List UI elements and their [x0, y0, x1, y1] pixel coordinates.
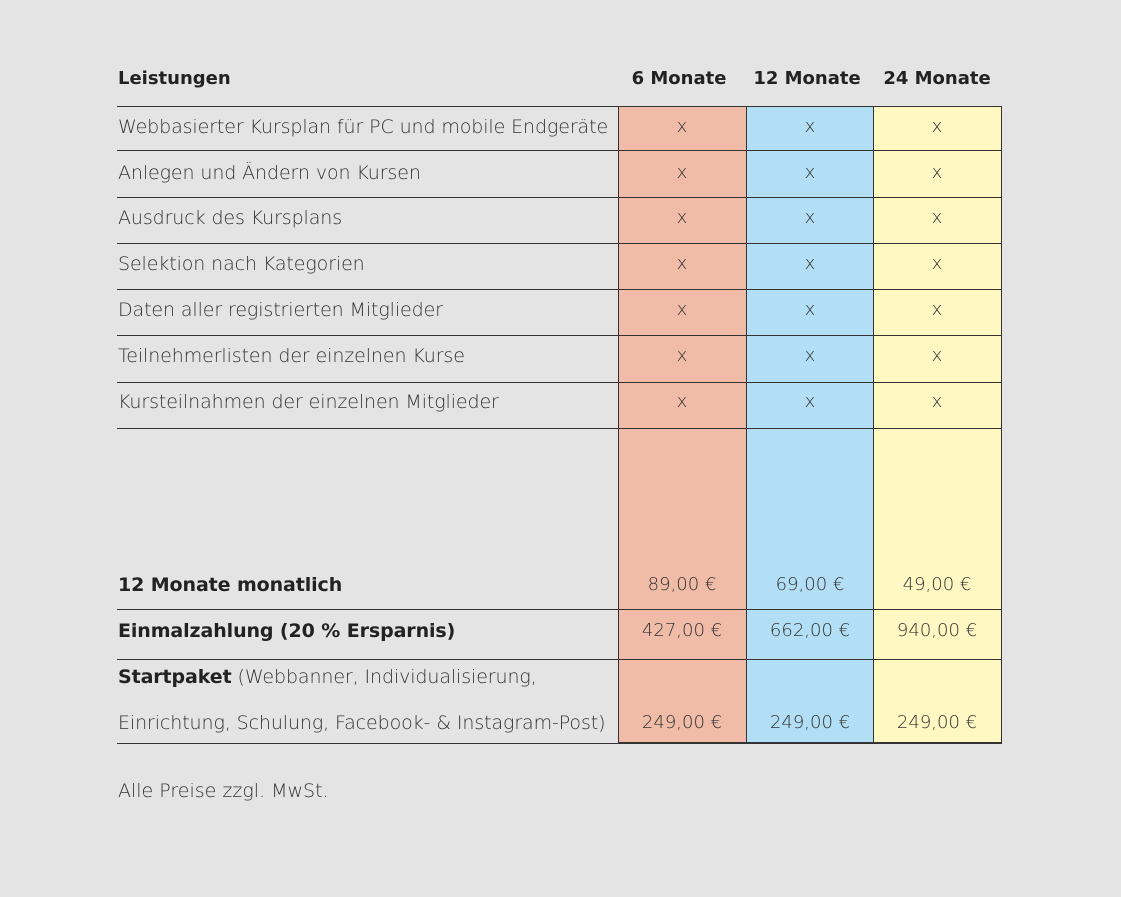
plan-6-mark: x: [676, 207, 688, 228]
plan-6-starter-price: 249,00 €: [641, 712, 723, 733]
plan-12-mark: x: [804, 116, 816, 137]
plan-6-mark: x: [676, 391, 688, 412]
starter-label-line1: [118, 666, 537, 688]
table-row: [117, 116, 1002, 142]
price-row-onetime: [117, 620, 1002, 646]
plan-24-mark: x: [931, 253, 943, 274]
feature-label: Webbasierter Kursplan für PC und mobile Endgeräte: [118, 116, 609, 138]
row-divider: [117, 428, 1002, 429]
plan-6-mark: x: [676, 345, 688, 366]
table-row: [117, 345, 1002, 371]
plan-6-monthly-price: 89,00 €: [647, 574, 717, 595]
table-row: [117, 207, 1002, 233]
price-label-monthly: 12 Monate monatlich: [118, 574, 343, 596]
row-divider: [117, 197, 1002, 198]
table-row: [117, 299, 1002, 325]
row-divider: [117, 289, 1002, 290]
row-divider: [117, 609, 1002, 610]
plan-12-onetime-price: 662,00 €: [769, 620, 851, 641]
plan-24-mark: x: [931, 116, 943, 137]
plan-12-monthly-price: 69,00 €: [775, 574, 845, 595]
starter-label-line2: Einrichtung, Schulung, Facebook- & Instagram-Post): [118, 712, 606, 734]
plan-6-onetime-price: 427,00 €: [641, 620, 723, 641]
price-row-starter-line2: [117, 712, 1002, 738]
plan-12-starter-price: 249,00 €: [769, 712, 851, 733]
plan-24-mark: x: [931, 162, 943, 183]
row-divider: [117, 243, 1002, 244]
table-row: [117, 253, 1002, 279]
table-bottom-rule: [117, 743, 1002, 744]
plan-24-onetime-price: 940,00 €: [896, 620, 978, 641]
table-row: [117, 162, 1002, 188]
plan-12-column-band: [746, 106, 874, 743]
plan-6-column-band: [618, 106, 747, 743]
plan-24-mark: x: [931, 391, 943, 412]
footnote: Alle Preise zzgl. MwSt.: [118, 780, 329, 802]
plan-24-mark: x: [931, 345, 943, 366]
plan-24-monthly-price: 49,00 €: [902, 574, 972, 595]
feature-label: Kursteilnahmen der einzelnen Mitglieder: [118, 391, 499, 413]
feature-label: Daten aller registrierten Mitglieder: [118, 299, 443, 321]
plan-6-mark: x: [676, 299, 688, 320]
row-divider: [117, 659, 1002, 660]
plan-12-mark: x: [804, 207, 816, 228]
plan-24-mark: x: [931, 207, 943, 228]
plan-24-mark: x: [931, 299, 943, 320]
features-header: Leistungen: [118, 68, 231, 89]
plan-12-mark: x: [804, 253, 816, 274]
table-top-rule: [117, 106, 1002, 107]
starter-label-bold: Startpaket: [118, 666, 232, 688]
plan-12-mark: x: [804, 299, 816, 320]
feature-label: Ausdruck des Kursplans: [118, 207, 343, 229]
plan-24-starter-price: 249,00 €: [896, 712, 978, 733]
row-divider: [117, 382, 1002, 383]
price-label-onetime: Einmalzahlung (20 % Ersparnis): [118, 620, 456, 642]
plan-12-mark: x: [804, 391, 816, 412]
plan-24-header: 24 Monate: [883, 68, 991, 89]
feature-label: Teilnehmerlisten der einzelnen Kurse: [118, 345, 465, 367]
plan-12-header: 12 Monate: [753, 68, 861, 89]
price-row-monthly: [117, 574, 1002, 600]
plan-6-header: 6 Monate: [631, 68, 727, 89]
row-divider: [117, 335, 1002, 336]
feature-label: Selektion nach Kategorien: [118, 253, 365, 275]
plan-12-mark: x: [804, 345, 816, 366]
row-divider: [117, 150, 1002, 151]
plan-6-mark: x: [676, 253, 688, 274]
plan-6-mark: x: [676, 116, 688, 137]
price-row-starter-line1: [117, 666, 1002, 692]
starter-label-rest: (Webbanner, Individualisierung,: [231, 666, 537, 688]
plan-24-column-band: [873, 106, 1002, 743]
plan-6-mark: x: [676, 162, 688, 183]
feature-label: Anlegen und Ändern von Kursen: [118, 162, 421, 184]
table-row: [117, 391, 1002, 417]
plan-12-mark: x: [804, 162, 816, 183]
